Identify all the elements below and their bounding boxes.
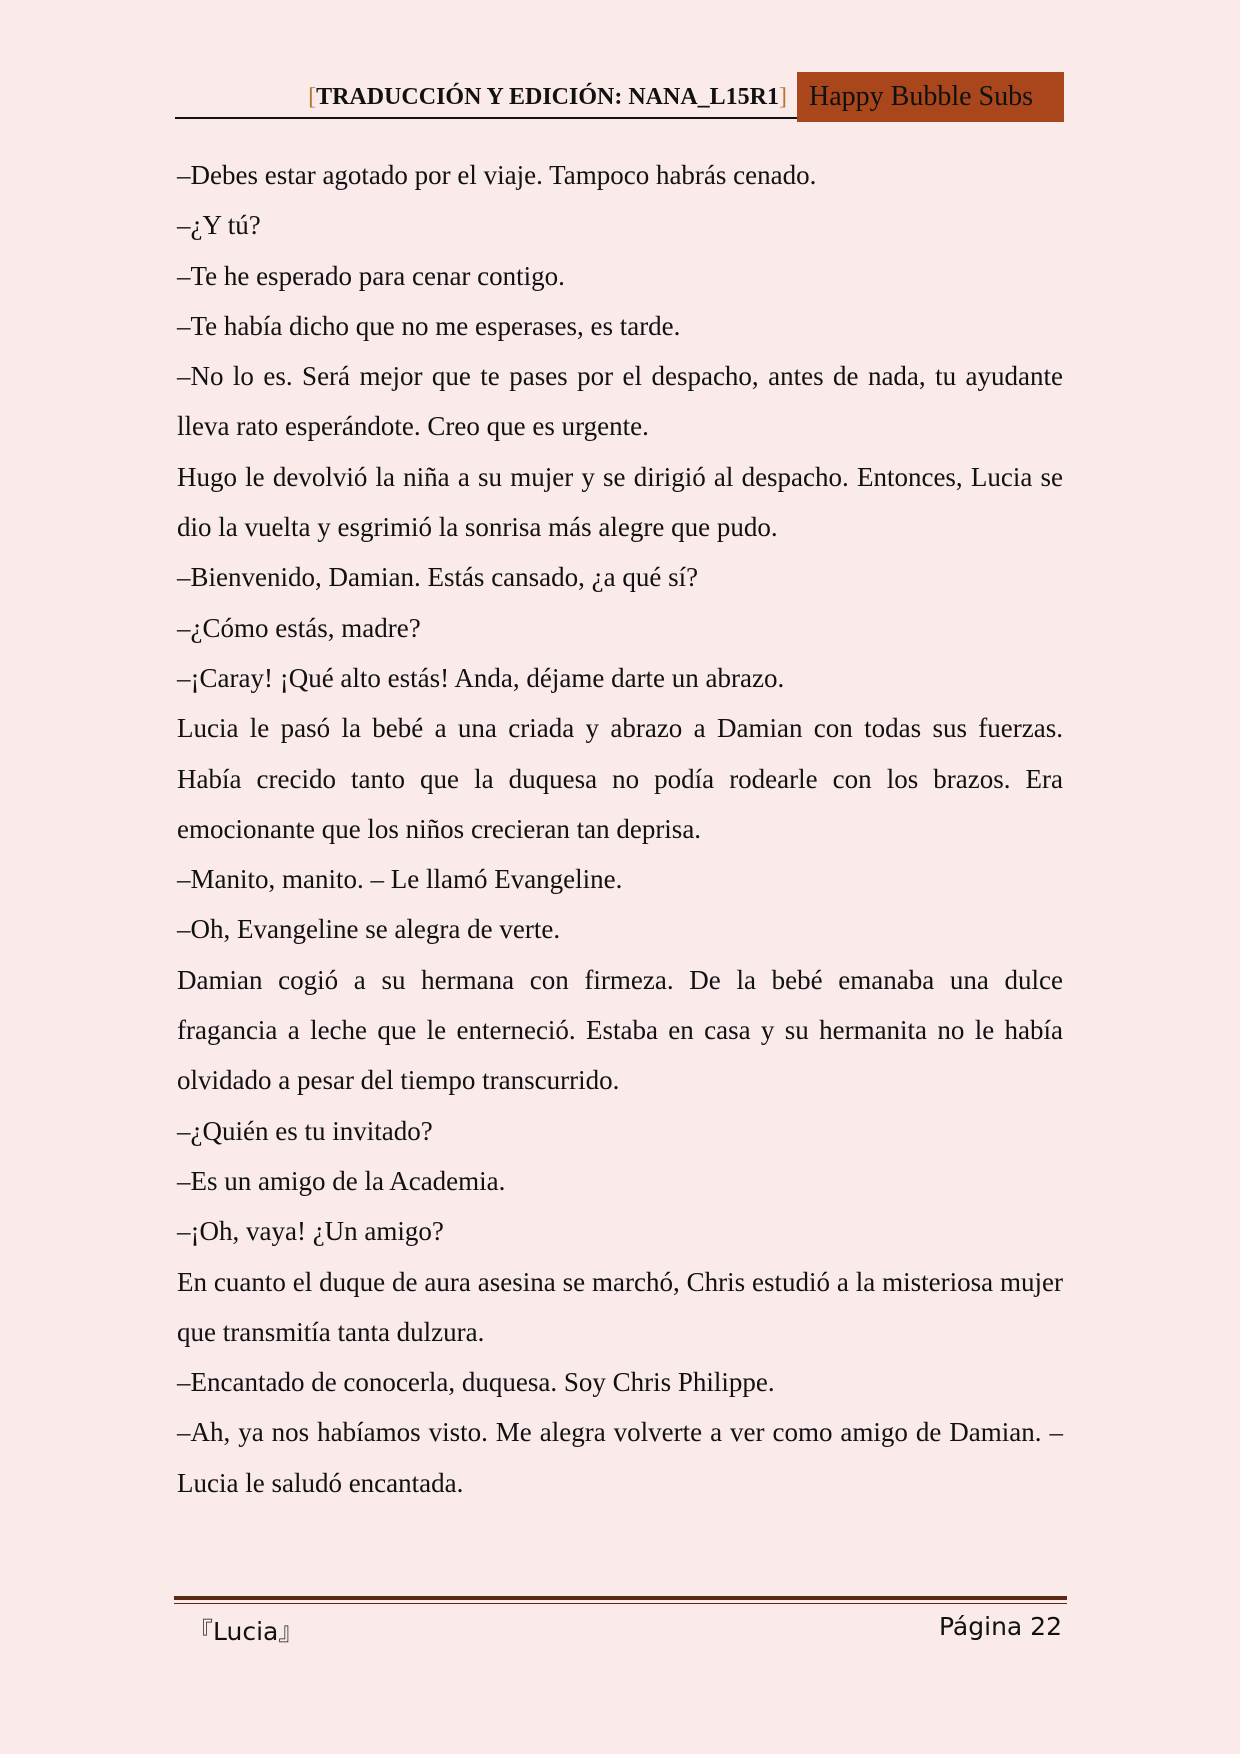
paragraph: –Es un amigo de la Academia. (177, 1165, 506, 1196)
paragraph: –No lo es. Será mejor que te pases por el despacho, antes de nada, tu ayudante lleva rato esperándote. Creo que es urgente. (177, 361, 1063, 442)
paragraph: –Te había dicho que no me esperases, es tarde. (177, 310, 681, 341)
paragraph: –Manito, manito. – Le llamó Evangeline. (177, 864, 623, 895)
paragraph: –Ah, ya nos habíamos visto. Me alegra volverte a ver como amigo de Damian. – Lucia le saludó encantada. (177, 1417, 1063, 1498)
footer-book-title: 『Lucia』 (188, 1617, 304, 1646)
paragraph: Damian cogió a su hermana con firmeza. De la bebé emanaba una dulce fragancia a leche que le enterneció. Estaba en casa y su hermanita no le había olvidado a pesar del tiempo transcurrido. (177, 964, 1063, 1096)
footer-rule-thin (174, 1603, 1067, 1604)
paragraph: –Oh, Evangeline se alegra de verte. (177, 914, 561, 945)
paragraph: –¡Caray! ¡Qué alto estás! Anda, déjame darte un abrazo. (177, 662, 785, 693)
header-credit-text: TRADUCCIÓN Y EDICIÓN: NANA_L15R1 (316, 84, 779, 110)
paragraph: Lucia le pasó la bebé a una criada y abrazo a Damian con todas sus fuerzas. Había crecido tanto que la duquesa no podía rodearle con los brazos. Era emocionante que los niños crecieran tan deprisa. (177, 713, 1063, 844)
paragraph: –Encantado de conocerla, duquesa. Soy Chris Philippe. (177, 1367, 775, 1398)
page-header (175, 72, 1064, 122)
footer-page-number: Página 22 (938, 1612, 1062, 1641)
header-bracket-open: [ (308, 84, 317, 110)
paragraph: –¡Oh, vaya! ¿Un amigo? (177, 1216, 444, 1247)
paragraph: –¿Cómo estás, madre? (177, 612, 421, 643)
paragraph: –Bienvenido, Damian. Estás cansado, ¿a qué sí? (177, 562, 699, 593)
header-bracket-close: ] (779, 84, 787, 110)
paragraph: Hugo le devolvió la niña a su mujer y se dirigió al despacho. Entonces, Lucia se dio la vuelta y esgrimió la sonrisa más alegre que pudo. (177, 461, 1063, 543)
paragraph: En cuanto el duque de aura asesina se marchó, Chris estudió a la misteriosa mujer que transmitía tanta dulzura. (177, 1266, 1063, 1347)
footer-rule-thick (174, 1596, 1067, 1600)
header-group-label: Happy Bubble Subs (797, 72, 1064, 122)
header-credit (175, 72, 797, 119)
paragraph: –Te he esperado para cenar contigo. (177, 260, 565, 291)
paragraph: –¿Y tú? (177, 210, 261, 241)
document-body (177, 150, 1063, 1508)
paragraph: –¿Quién es tu invitado? (177, 1115, 433, 1146)
paragraph: –Debes estar agotado por el viaje. Tampoco habrás cenado. (177, 160, 817, 190)
